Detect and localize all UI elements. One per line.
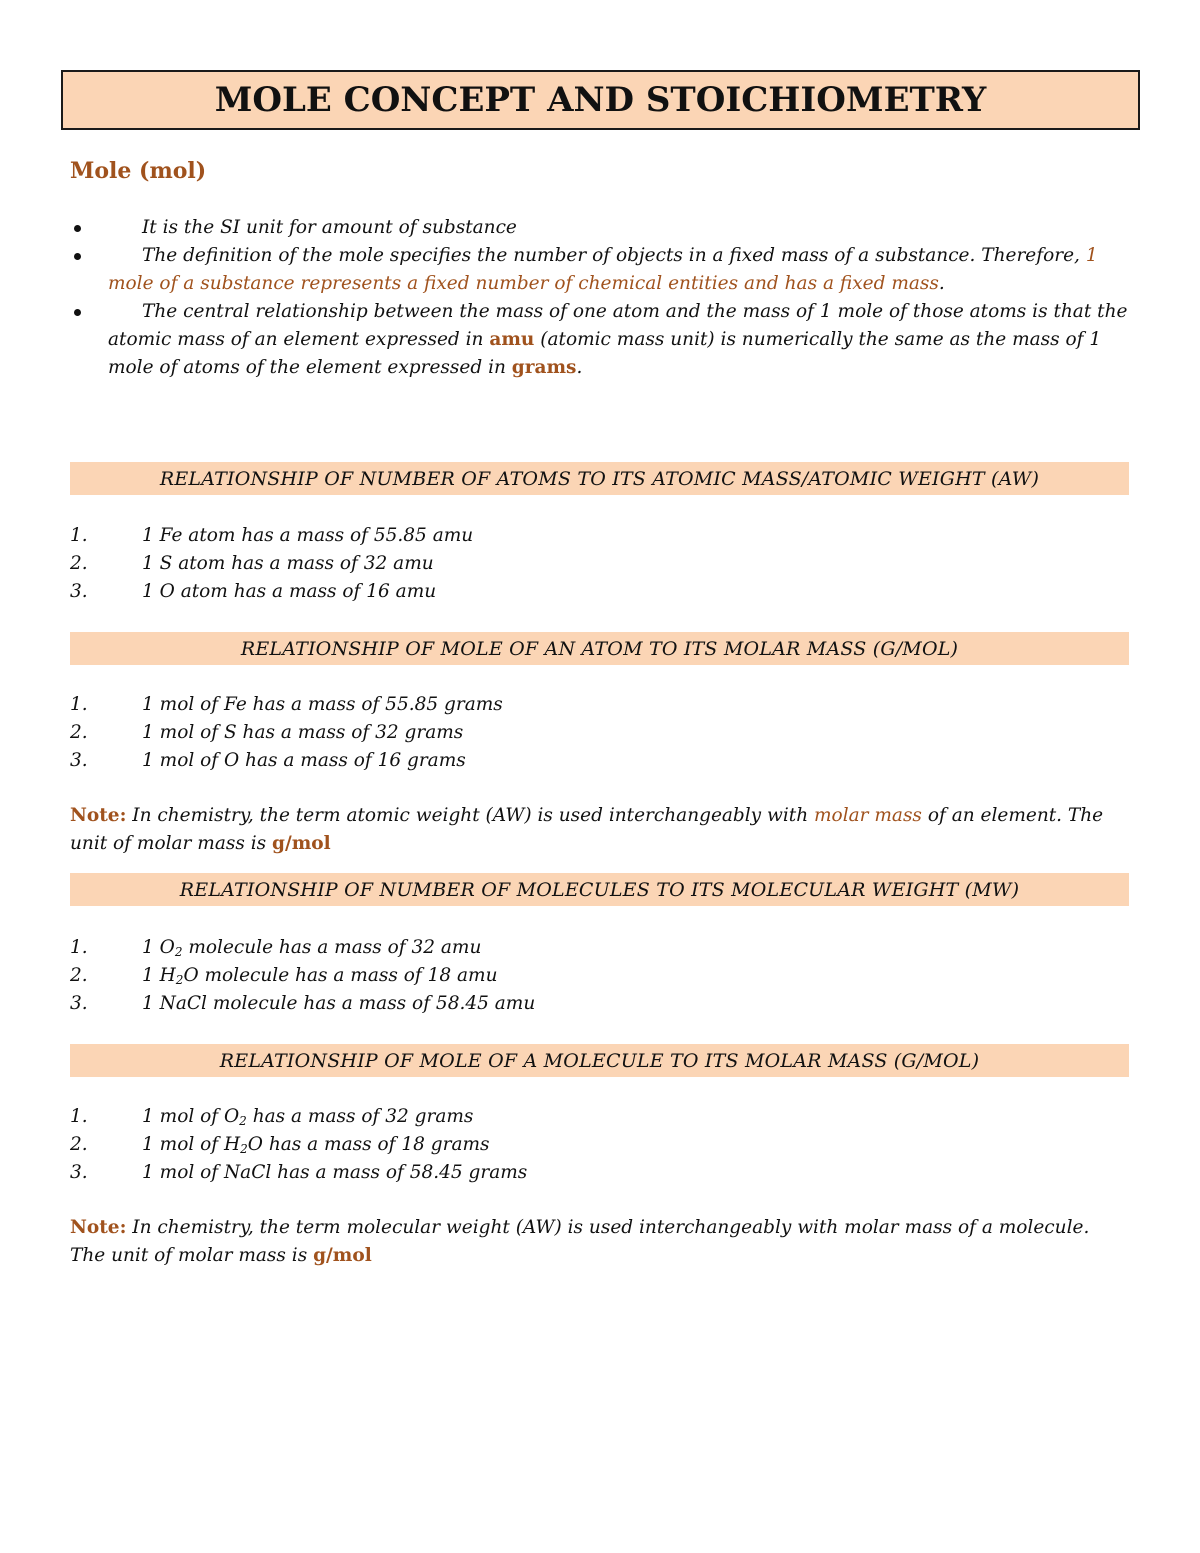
list-item: 1. 1 mol of Fe has a mass of 55.85 grams [70, 694, 503, 715]
list-item [70, 214, 1130, 242]
mole-heading: Mole (mol) [70, 158, 207, 184]
note-atomic-weight: Note: In chemistry, the term atomic weight (AW) is used interchangeably with molar mass of an element. The unit of molar mass is g/mol [70, 805, 1104, 854]
list-item: 2. 1 mol of $H_2O$ has a mass of 18 grams [70, 1134, 490, 1156]
mole-molecule-list [70, 1103, 1130, 1187]
list-item: 1. 1 $O_2$ molecule has a mass of 32 amu [70, 937, 482, 959]
note-molecular-weight: Note: In chemistry, the term molecular weight (AW) is used interchangeably with molar mass of a molecule. The unit of molar mass is g/mol [70, 1217, 1090, 1266]
amu-term: amu [489, 329, 535, 350]
list-item: 2. 1 $H_2O$ molecule has a mass of 18 amu [70, 965, 498, 987]
highlighted-text: 1 mole of a substance represents a fixed number of chemical entities and has a fixed mass [108, 245, 1098, 294]
highlighted-text: molar mass [814, 805, 922, 826]
bullet-icon [74, 253, 81, 260]
grams-term: grams [511, 357, 577, 378]
section-heading-atoms-aw: RELATIONSHIP OF NUMBER OF ATOMS TO ITS ATOMIC MASS/ATOMIC WEIGHT (AW) [70, 462, 1129, 495]
molecules-mw-list [70, 934, 1130, 1018]
unit-term: g/mol [272, 833, 331, 854]
list-item: 1. 1 mol of $O_2$ has a mass of 32 grams [70, 1106, 474, 1128]
bullet-text: It is the SI unit for amount of substance [142, 217, 517, 238]
list-item: The central relationship between the mass of one atom and the mass of 1 mole of those atoms is that the atomic mass of an element expressed in amu (atomic mass unit) is numerically the same as the mass of 1 mole of atoms of the element expressed in grams. [70, 298, 1130, 382]
note-label: Note: [70, 805, 127, 826]
bullet-text: The definition of the mole specifies the number of objects in a fixed mass of a substance. Therefore, [142, 245, 1080, 266]
mole-atom-list [70, 691, 1130, 775]
section-heading-mole-atom: RELATIONSHIP OF MOLE OF AN ATOM TO ITS MOLAR MASS (G/MOL) [70, 632, 1129, 665]
list-item: The definition of the mole specifies the number of objects in a fixed mass of a substance. Therefore, 1 mole of a substance represents a fixed number of chemical entities and has a fixed mass. [70, 242, 1130, 298]
list-item: 3. 1 NaCl molecule has a mass of 58.45 amu [70, 993, 536, 1014]
section-heading-molecules-mw: RELATIONSHIP OF NUMBER OF MOLECULES TO ITS MOLECULAR WEIGHT (MW) [70, 873, 1129, 906]
list-item: 1. 1 Fe atom has a mass of 55.85 amu [70, 525, 474, 546]
list-item: 2. 1 S atom has a mass of 32 amu [70, 553, 434, 574]
title-box [61, 70, 1140, 130]
atoms-aw-list [70, 522, 1130, 606]
bullet-icon [74, 225, 81, 232]
list-item: 2. 1 mol of S has a mass of 32 grams [70, 722, 464, 743]
mole-bullet-list [70, 214, 1130, 382]
page-title: MOLE CONCEPT AND STOICHIOMETRY [214, 80, 987, 120]
list-item: 3. 1 mol of O has a mass of 16 grams [70, 750, 466, 771]
list-item: 3. 1 O atom has a mass of 16 amu [70, 581, 437, 602]
unit-term: g/mol [313, 1245, 372, 1266]
bullet-text: The central relationship between the mass of one atom and the mass of 1 mole of those atoms is that the atomic mass of an element expressed in [108, 301, 1128, 350]
list-item: 3. 1 mol of NaCl has a mass of 58.45 grams [70, 1162, 528, 1183]
section-heading-mole-molecule: RELATIONSHIP OF MOLE OF A MOLECULE TO ITS MOLAR MASS (G/MOL) [70, 1044, 1129, 1077]
note-label: Note: [70, 1217, 127, 1238]
bullet-icon [74, 309, 81, 316]
